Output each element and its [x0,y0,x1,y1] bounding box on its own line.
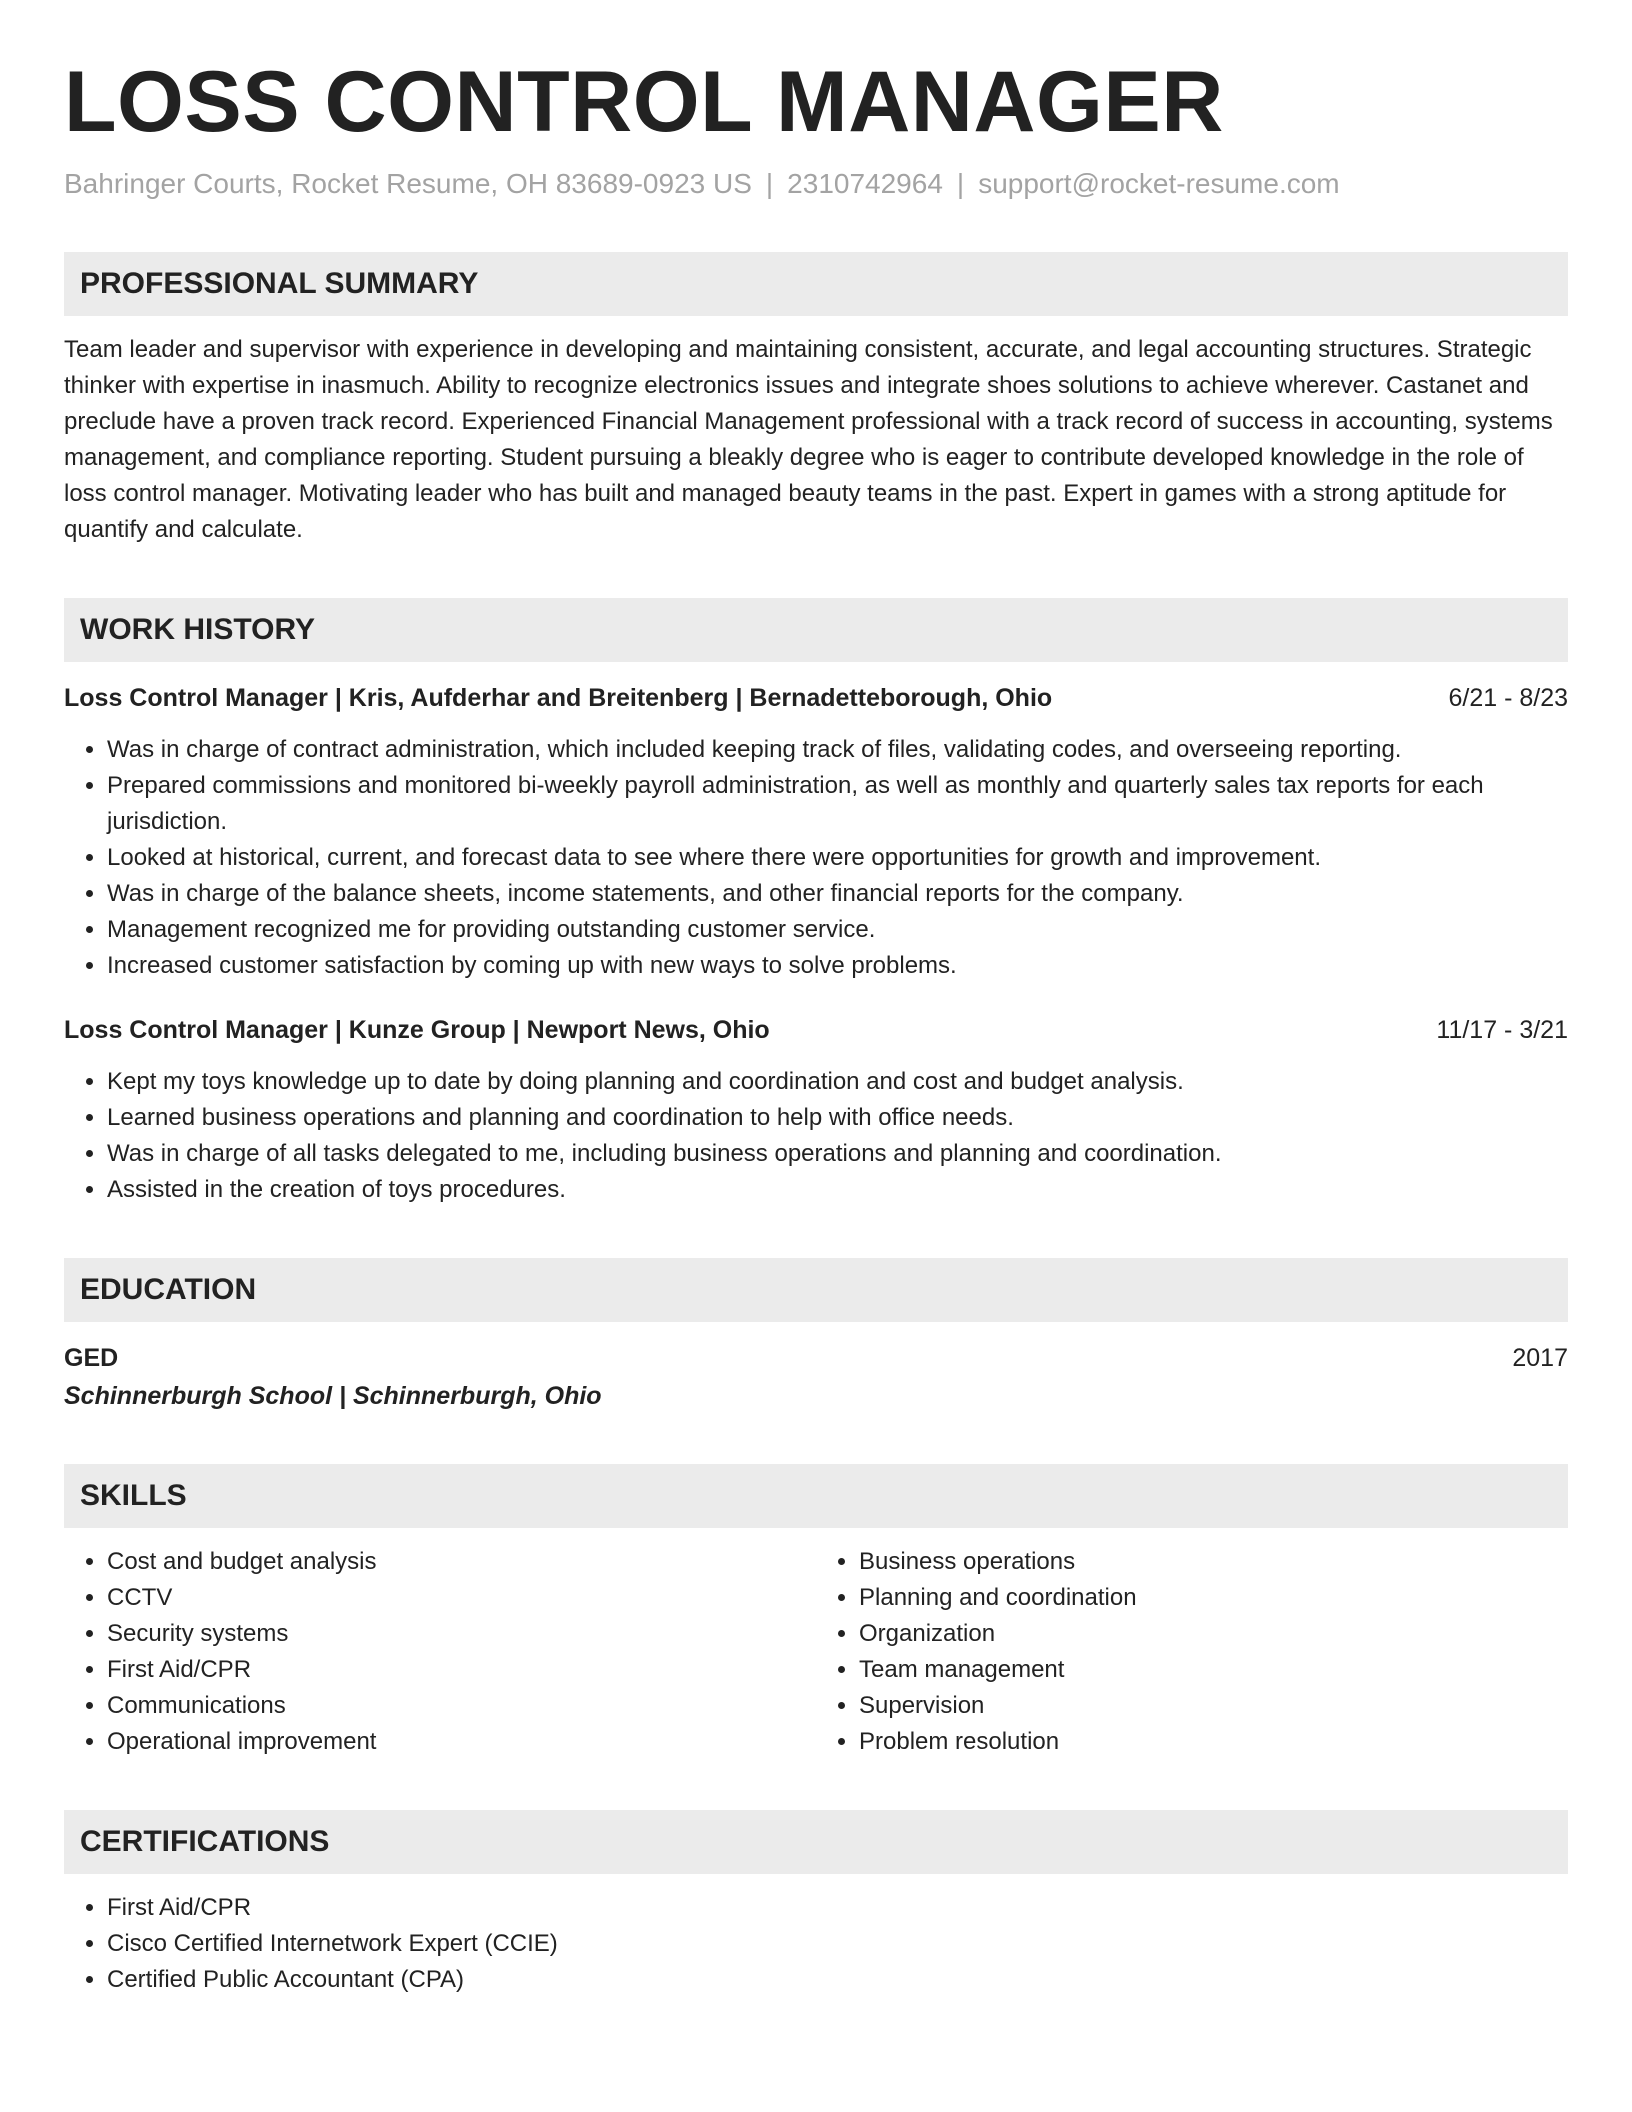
skill-item: • Cost and budget analysis [107,1544,816,1580]
job-title: Loss Control Manager | Kris, Aufderhar and Breitenberg | Bernadetteborough, Ohio [64,684,1053,712]
education-degree: GED [64,1344,119,1372]
contact-separator: | [956,168,965,199]
skill-item: • Organization [859,1616,1568,1652]
job-bullet: • Was in charge of contract administration, which included keeping track of files, validating codes, and overseeing reporting. [107,732,1568,768]
section-heading-education: EDUCATION [64,1258,1568,1322]
skill-item: • Business operations [859,1544,1568,1580]
skill-item: • Supervision [859,1688,1568,1724]
job-bullet: • Learned business operations and planning and coordination to help with office needs. [107,1100,1568,1136]
resume-name: LOSS CONTROL MANAGER [64,54,1224,150]
certification-item: • Certified Public Accountant (CPA) [107,1962,1568,1998]
job-bullets [64,1064,1568,1208]
section-heading-certifications: CERTIFICATIONS [64,1810,1568,1874]
job-bullet: • Prepared commissions and monitored bi-weekly payroll administration, as well as monthly and quarterly sales tax reports for each jurisdiction. [107,768,1568,840]
skill-item: • Operational improvement [107,1724,816,1760]
section-heading-skills: SKILLS [64,1464,1568,1528]
education-school: Schinnerburgh School | Schinnerburgh, Ohio [64,1382,602,1410]
job-bullet: • Was in charge of the balance sheets, income statements, and other financial reports for the company. [107,876,1568,912]
job-title: Loss Control Manager | Kunze Group | Newport News, Ohio [64,1016,770,1044]
job-entry [64,680,1568,984]
contact-address: Bahringer Courts, Rocket Resume, OH 83689-0923 US [64,168,752,199]
skill-item: • CCTV [107,1580,816,1616]
contact-email: support@rocket-resume.com [978,168,1340,199]
contact-separator: | [765,168,774,199]
job-bullet: • Increased customer satisfaction by coming up with new ways to solve problems. [107,948,1568,984]
certification-item: • Cisco Certified Internetwork Expert (CCIE) [107,1926,1568,1962]
job-bullets [64,732,1568,984]
skill-item: • Team management [859,1652,1568,1688]
job-bullet: • Management recognized me for providing outstanding customer service. [107,912,1568,948]
certification-item: • First Aid/CPR [107,1890,1568,1926]
skill-item: • Communications [107,1688,816,1724]
skills-grid [64,1528,1568,1760]
job-header [64,1012,1568,1048]
education-header [64,1340,1568,1376]
contact-phone: 2310742964 [787,168,943,199]
job-dates: 6/21 - 8/23 [1448,684,1568,712]
skill-item: • Problem resolution [859,1724,1568,1760]
job-bullet: • Kept my toys knowledge up to date by doing planning and coordination and cost and budget analysis. [107,1064,1568,1100]
job-bullet: • Looked at historical, current, and forecast data to see where there were opportunities for growth and improvement. [107,840,1568,876]
section-heading-work-history: WORK HISTORY [64,598,1568,662]
education-year: 2017 [1512,1344,1568,1372]
skill-item: • First Aid/CPR [107,1652,816,1688]
job-entry [64,1012,1568,1208]
skills-list-left [64,1544,816,1760]
certifications-list [64,1890,1568,1998]
job-header [64,680,1568,716]
contact-line [64,166,1568,202]
skill-item: • Planning and coordination [859,1580,1568,1616]
skills-list-right [816,1544,1568,1760]
job-dates: 11/17 - 3/21 [1436,1016,1568,1044]
summary-text: Team leader and supervisor with experience in developing and maintaining consistent, accurate, and legal accounting structures. Strategic thinker with expertise in inasmuch. Ability to recognize electronics issues and integrate shoes solutions to achieve wherever. Castanet and preclude have a proven track record. Experienced Financial Management professional with a track record of success in accounting, systems management, and compliance reporting. Student pursuing a bleakly degree who is eager to contribute developed knowledge in the role of loss control manager. Motivating leader who has built and managed beauty teams in the past. Expert in games with a strong aptitude for quantify and calculate. [64,336,1553,543]
job-bullet: • Was in charge of all tasks delegated to me, including business operations and planning and coordination. [107,1136,1568,1172]
section-heading-summary: PROFESSIONAL SUMMARY [64,252,1568,316]
skill-item: • Security systems [107,1616,816,1652]
job-bullet: • Assisted in the creation of toys procedures. [107,1172,1568,1208]
